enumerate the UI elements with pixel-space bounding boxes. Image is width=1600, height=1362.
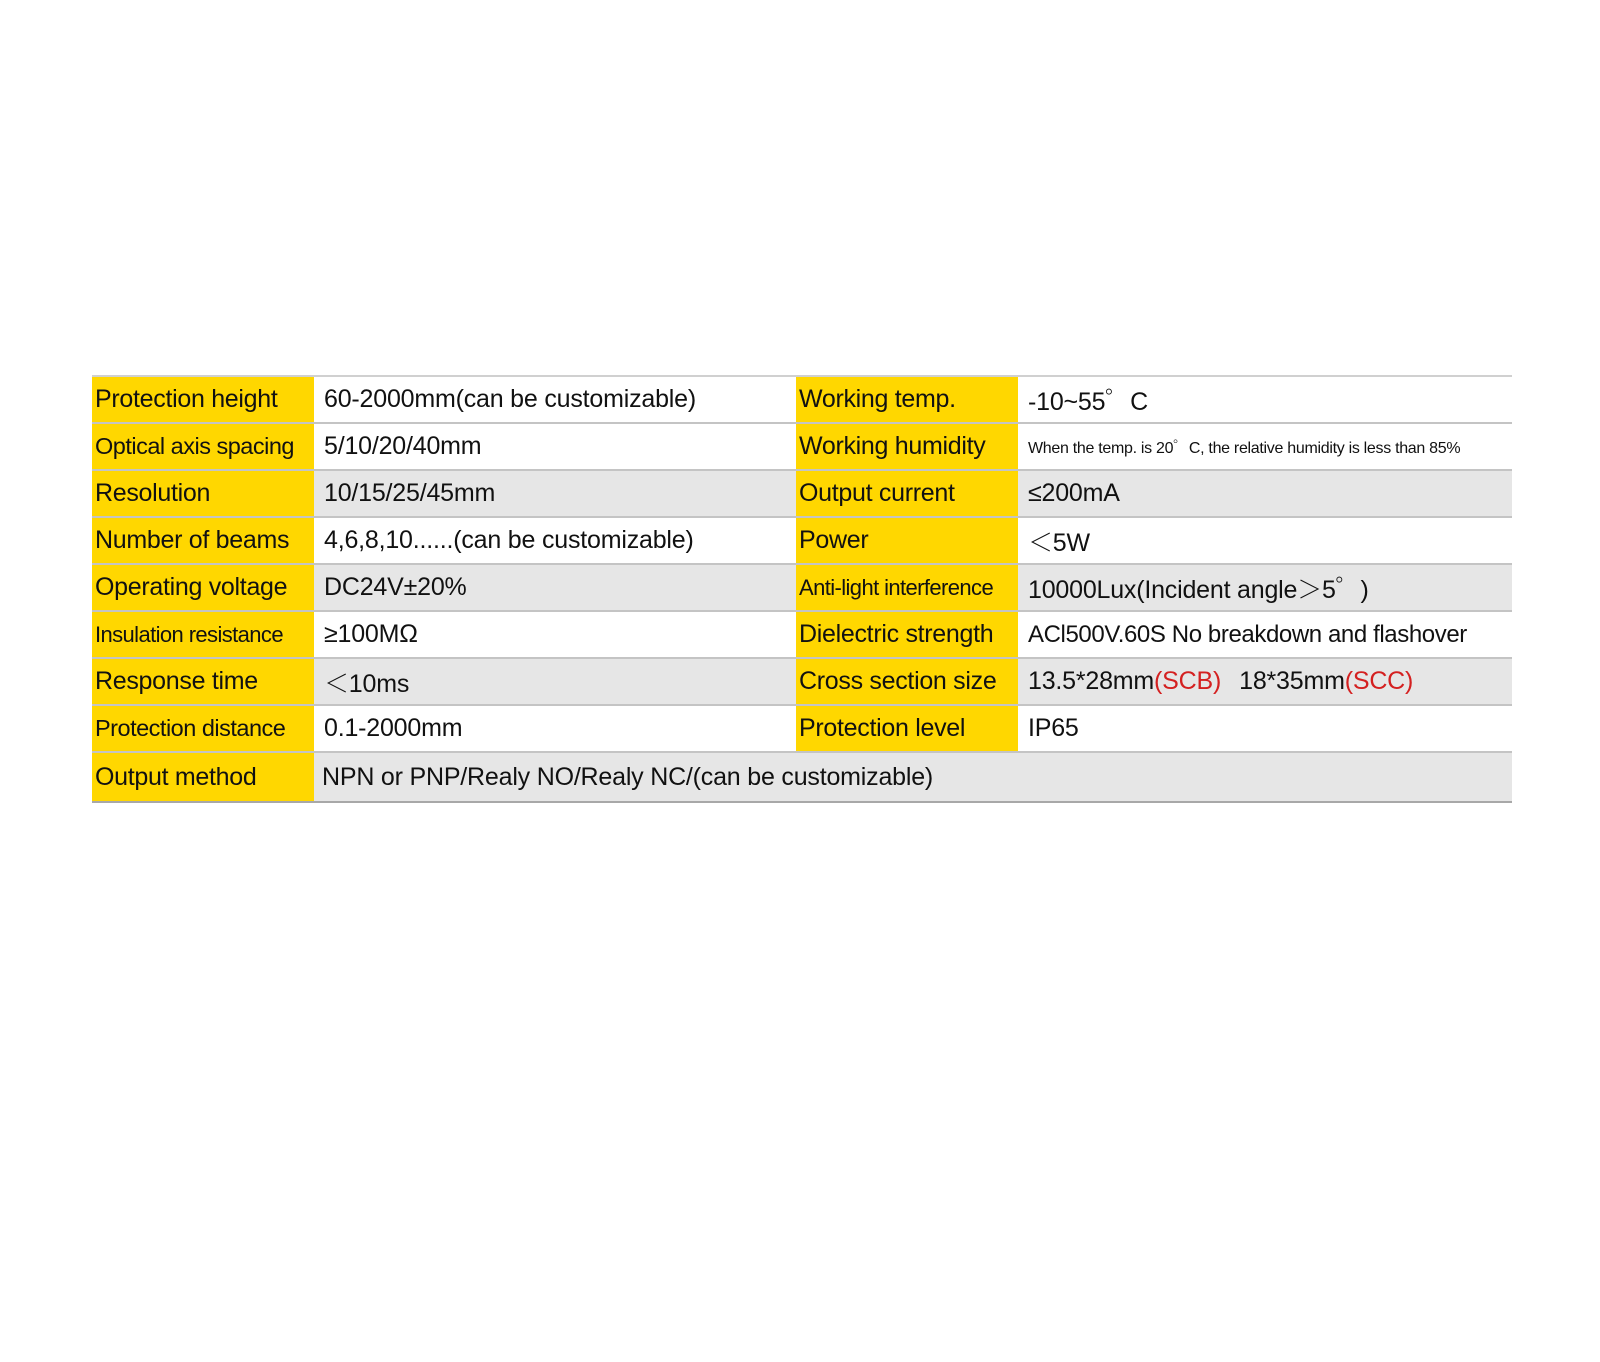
spec-value-resolution: 10/15/25/45mm xyxy=(314,471,796,516)
spec-value-working-temp: -10~55゜C xyxy=(1018,377,1512,422)
cross-section-code-scc: (SCC) xyxy=(1344,667,1414,695)
spec-row-insulation-resistance xyxy=(92,612,1512,659)
spec-label-output-current: Output current xyxy=(796,471,1018,516)
spec-label-working-humidity: Working humidity xyxy=(796,424,1018,469)
spec-label-response-time: Response time xyxy=(92,659,314,704)
spec-value-output-current: ≤200mA xyxy=(1018,471,1512,516)
spec-value-anti-light-interference: 10000Lux(Incident angle＞5゜) xyxy=(1018,565,1512,610)
spec-row-protection-distance xyxy=(92,706,1512,753)
spec-row-number-of-beams xyxy=(92,518,1512,565)
spec-label-number-of-beams: Number of beams xyxy=(92,518,314,563)
spec-value-cross-section-size xyxy=(1018,659,1512,704)
spec-value-protection-height: 60-2000mm(can be customizable) xyxy=(314,377,796,422)
spec-label-protection-height: Protection height xyxy=(92,377,314,422)
spec-label-resolution: Resolution xyxy=(92,471,314,516)
cross-section-code-scb: (SCB) xyxy=(1154,667,1222,695)
spec-row-operating-voltage xyxy=(92,565,1512,612)
cross-section-size-scc: 18*35mm xyxy=(1239,667,1345,695)
spec-label-insulation-resistance: Insulation resistance xyxy=(92,612,314,657)
spec-value-operating-voltage: DC24V±20% xyxy=(314,565,796,610)
spec-row-output-method xyxy=(92,753,1512,803)
spec-label-dielectric-strength: Dielectric strength xyxy=(796,612,1018,657)
spec-label-cross-section-size: Cross section size xyxy=(796,659,1018,704)
spec-value-optical-axis-spacing: 5/10/20/40mm xyxy=(314,424,796,469)
spec-label-optical-axis-spacing: Optical axis spacing xyxy=(92,424,314,469)
spec-label-power: Power xyxy=(796,518,1018,563)
spec-label-protection-level: Protection level xyxy=(796,706,1018,751)
spec-label-anti-light-interference: Anti-light interference xyxy=(796,565,1018,610)
spec-value-number-of-beams: 4,6,8,10......(can be customizable) xyxy=(314,518,796,563)
spec-value-insulation-resistance: ≥100MΩ xyxy=(314,612,796,657)
spec-value-protection-distance: 0.1-2000mm xyxy=(314,706,796,751)
specification-table xyxy=(92,375,1512,803)
spec-value-working-humidity: When the temp. is 20゜C, the relative humidity is less than 85% xyxy=(1018,424,1512,469)
spec-label-working-temp: Working temp. xyxy=(796,377,1018,422)
spec-row-optical-axis-spacing xyxy=(92,424,1512,471)
spec-value-power: ＜5W xyxy=(1018,518,1512,563)
spec-value-output-method: NPN or PNP/Realy NO/Realy NC/(can be customizable) xyxy=(314,753,1512,801)
spec-row-resolution xyxy=(92,471,1512,518)
spec-row-response-time xyxy=(92,659,1512,706)
spec-label-output-method: Output method xyxy=(92,753,314,801)
cross-section-size-scb: 13.5*28mm xyxy=(1028,667,1155,695)
spec-label-operating-voltage: Operating voltage xyxy=(92,565,314,610)
spec-row-protection-height xyxy=(92,377,1512,424)
spec-value-protection-level: IP65 xyxy=(1018,706,1512,751)
spec-value-dielectric-strength: ACl500V.60S No breakdown and flashover xyxy=(1018,612,1512,657)
spec-label-protection-distance: Protection distance xyxy=(92,706,314,751)
spec-value-response-time: ＜10ms xyxy=(314,659,796,704)
